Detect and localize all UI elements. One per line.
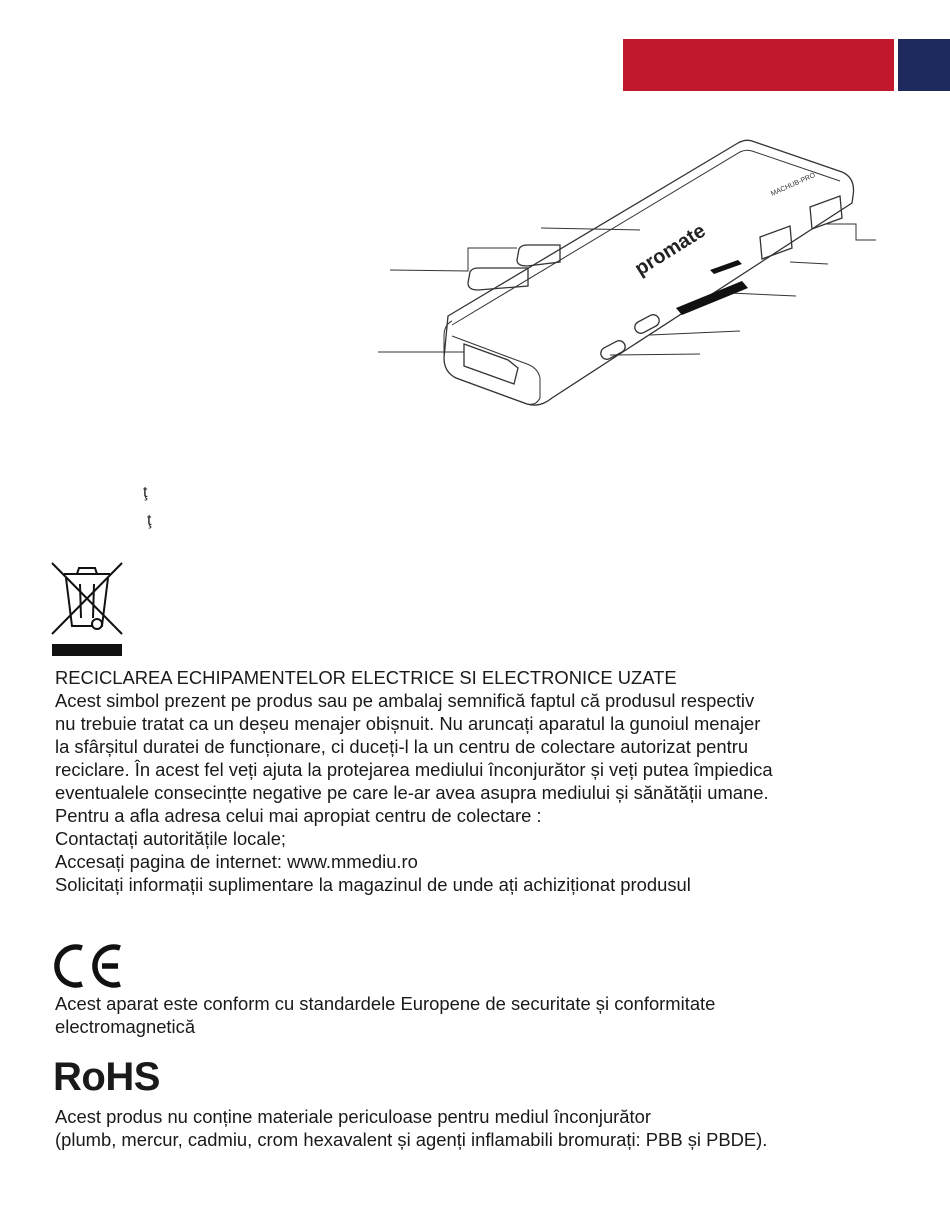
- device-illustration: [370, 130, 890, 420]
- weee-line: Accesați pagina de internet: www.mmediu.ro: [55, 851, 418, 872]
- header-red-bar: [623, 39, 894, 91]
- leader-line-1: [541, 228, 640, 230]
- rohs-line: Acest produs nu conține materiale periculoase pentru mediul înconjurător: [55, 1106, 651, 1127]
- weee-line: Solicitați informații suplimentare la magazinul de unde ați achiziționat produsul: [55, 874, 691, 895]
- leader-line-6: [730, 293, 796, 296]
- device-model: MACHUB-PRO: [769, 171, 817, 198]
- rohs-paragraph: [55, 1105, 767, 1151]
- hub-top-edge: [452, 150, 840, 325]
- sd-slot-1: [710, 260, 742, 274]
- ce-paragraph: [55, 992, 715, 1038]
- leader-line-7: [650, 331, 740, 335]
- weee-line: la sfârșitul duratei de funcționare, ci duceți-l la un centru de colectare autorizat pentru: [55, 736, 749, 757]
- weee-heading: RECICLAREA ECHIPAMENTELOR ELECTRICE SI ELECTRONICE UZATE: [55, 667, 677, 688]
- leader-line-5: [790, 262, 828, 264]
- usbc-port-2: [633, 313, 662, 336]
- weee-line: eventualele consecințte negative pe care le-ar avea asupra mediului și sănătății umane.: [55, 782, 769, 803]
- hdmi-port: [464, 344, 518, 384]
- rohs-logo: RoHS: [53, 1055, 160, 1099]
- weee-bin-icon: [50, 560, 124, 658]
- sd-slot-2: [676, 281, 748, 315]
- rohs-line: (plumb, mercur, cadmiu, crom hexavalent și agenți inflamabili bromurați: PBB și PBDE).: [55, 1129, 768, 1150]
- weee-line: nu trebuie tratat ca un deșeu menajer obișnuit. Nu aruncați aparatul la gunoiul menajer: [55, 713, 761, 734]
- weee-line: Acest simbol prezent pe produs sau pe ambalaj semnifică faptul că produsul respectiv: [55, 690, 755, 711]
- weee-line: Contactați autoritățile locale;: [55, 828, 287, 849]
- header-blue-bar: [898, 39, 950, 91]
- stray-mark-2: ţ: [147, 512, 152, 529]
- usba-port-1: [760, 226, 792, 259]
- stray-mark-1: ţ: [143, 484, 148, 501]
- usbc-plug-2: [517, 245, 560, 266]
- ce-line: Acest aparat este conform cu standardele Europene de securitate și conformitate: [55, 993, 716, 1014]
- ce-line: electromagnetică: [55, 1016, 196, 1037]
- ce-mark-icon: [52, 943, 124, 989]
- hub-side-face: [444, 321, 540, 404]
- leader-line-4: [825, 224, 876, 240]
- weee-paragraph: [55, 689, 773, 896]
- weee-line: Pentru a afla adresa celui mai apropiat centru de colectare :: [55, 805, 542, 826]
- device-brand: promate: [630, 219, 710, 281]
- leader-line-8: [610, 354, 700, 355]
- weee-line: reciclare. În acest fel veți ajuta la protejarea mediului înconjurător și veți putea împiedica: [55, 759, 773, 780]
